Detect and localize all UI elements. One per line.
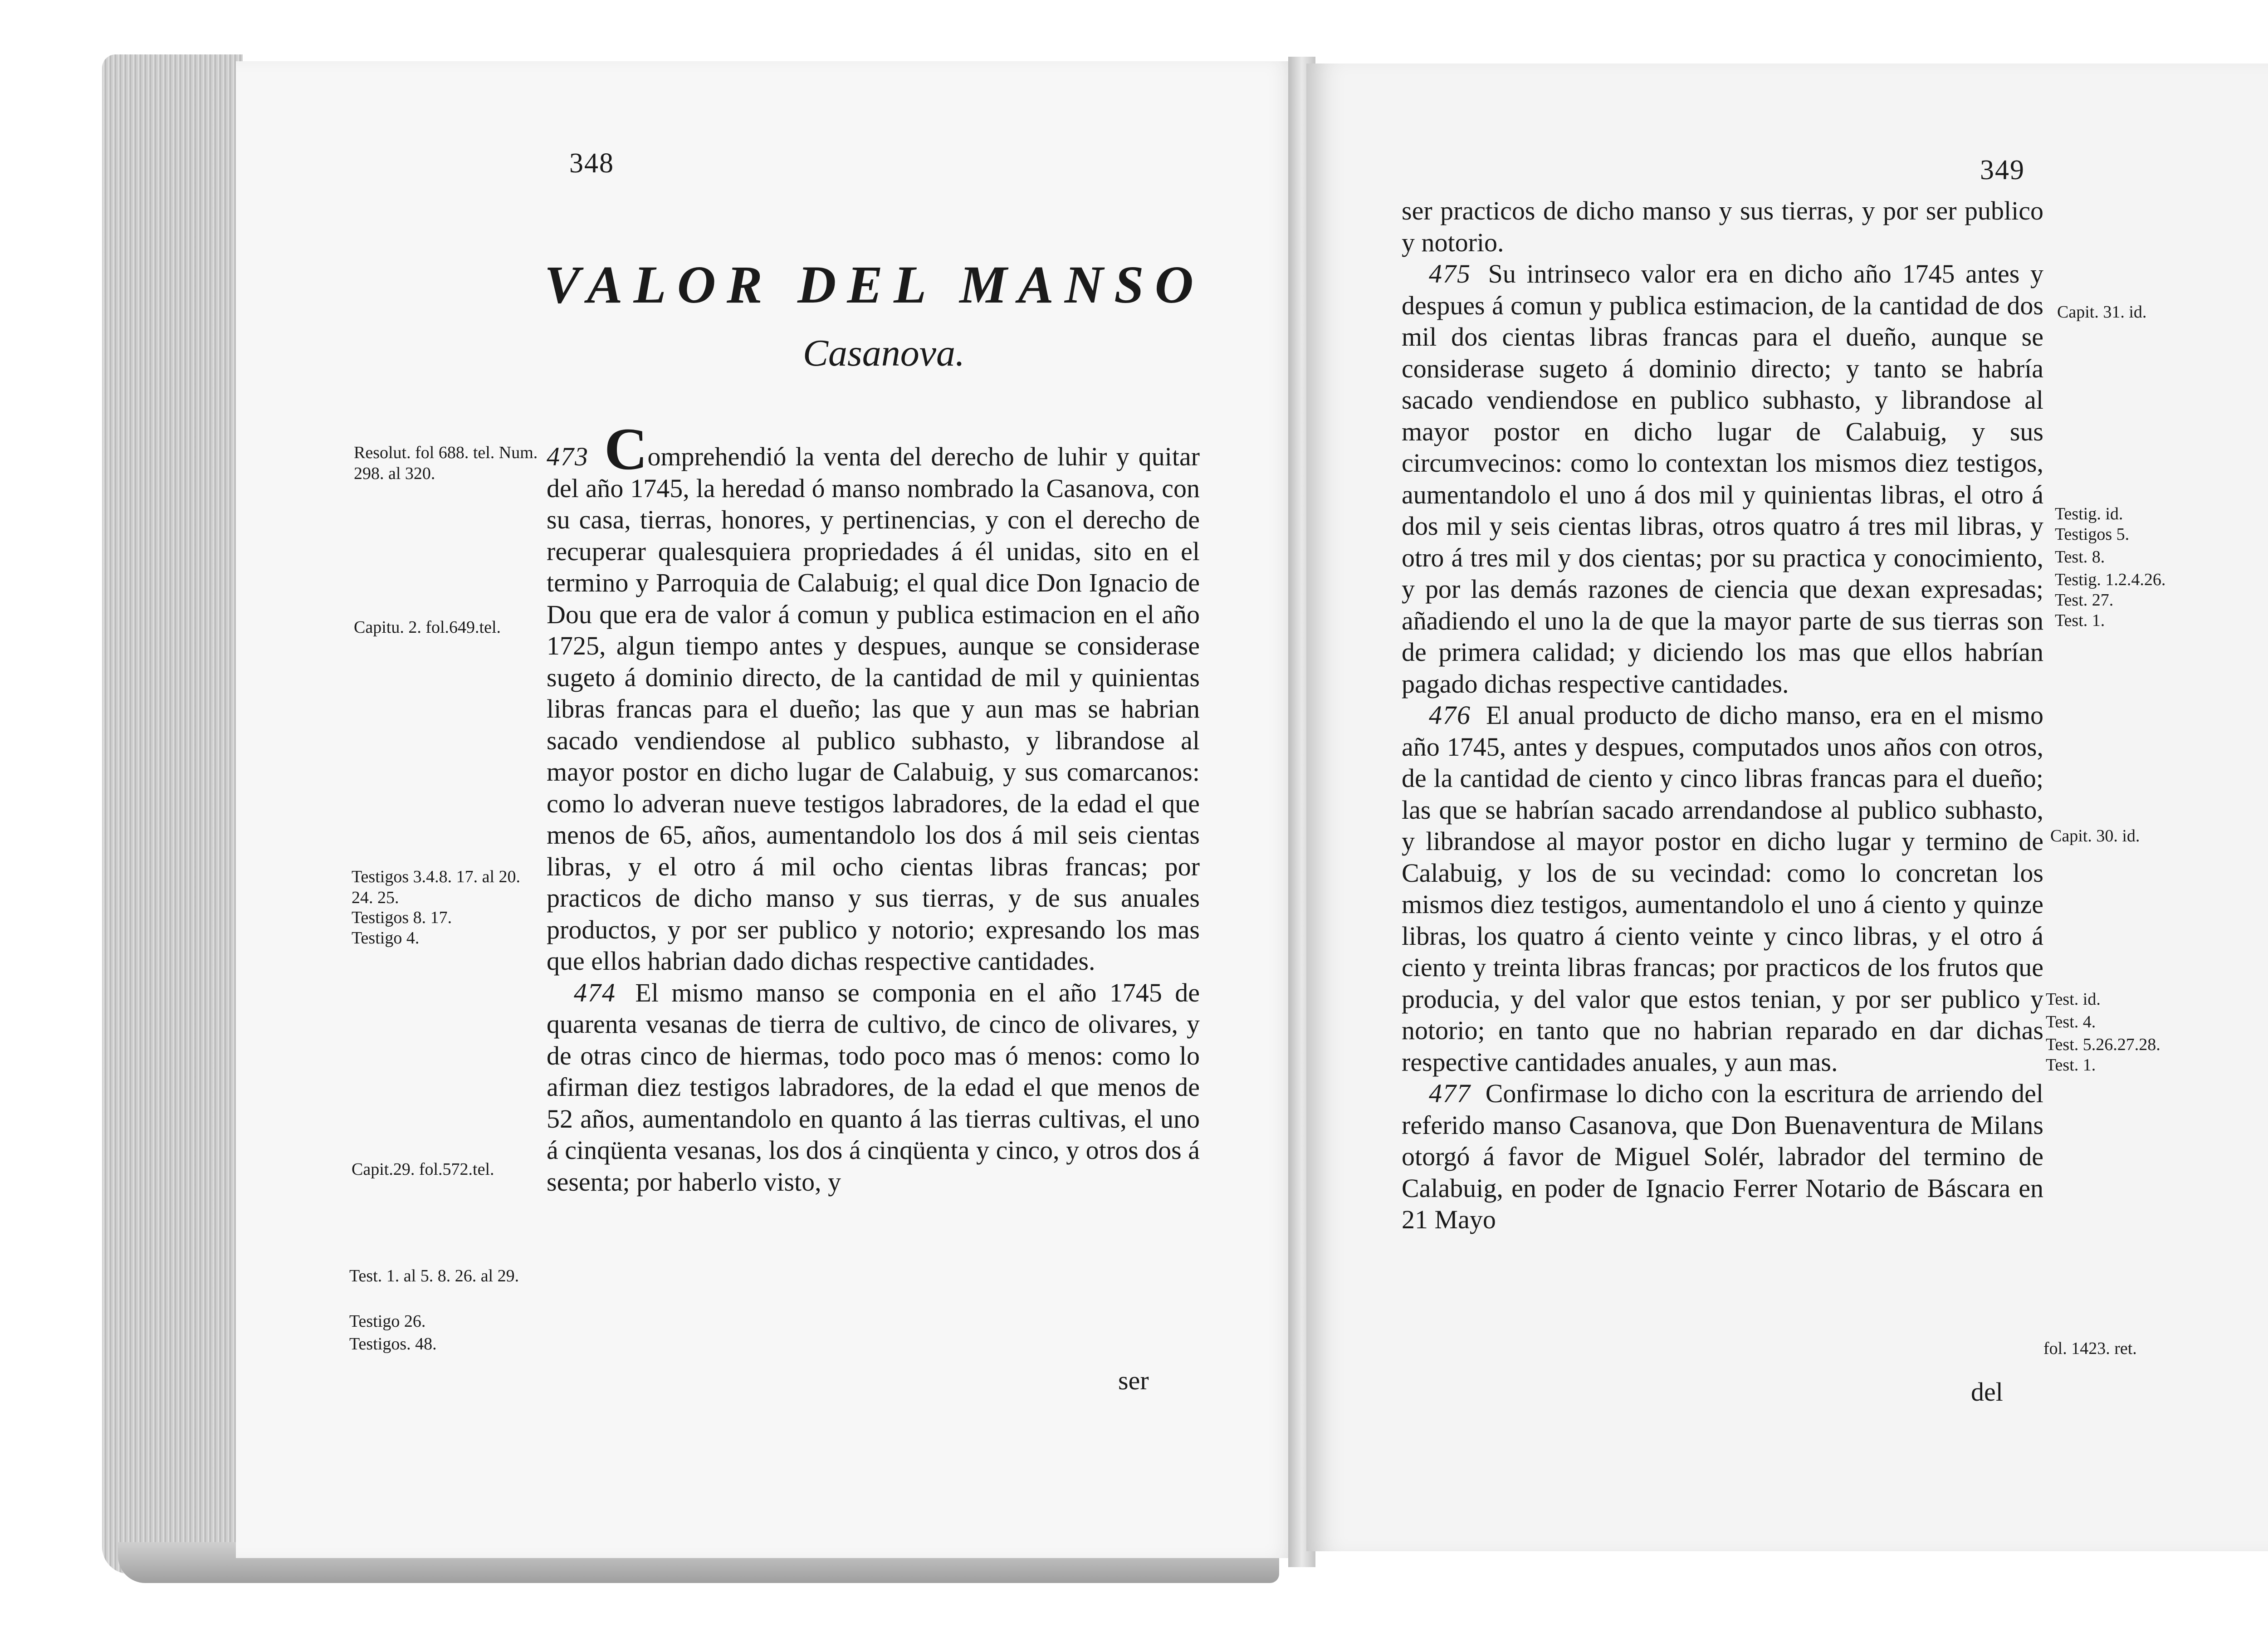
right-page-body	[1402, 195, 2043, 1236]
paragraph-477	[1402, 1078, 2043, 1236]
paragraph-473	[547, 415, 1200, 977]
margin-note: Capit.29. fol.572.tel.	[352, 1160, 494, 1179]
paragraph-text: omprehendió la venta del derecho de luhir y quitar del año 1745, la heredad ó manso nombrado la Casanova, con su casa, tierras, honores, y pertinencias, y con el derecho de recuperar qualesquiera propriedades á él unidas, sito en el termino y Parroquia de Calabuig; el qual dice Don Ignacio de Dou que era de valor á comun y publica estimacion en el año 1725, algun tiempo antes y despues, aunque se considerase sugeto á dominio directo, de la cantidad de mil y quinientas libras francas para el dueño; las que y aun mas se habrian sacado vendiendose al publico subhasto, y librandose al mayor postor en dicho lugar de Calabuig, y sus comarcanos: como lo adveran nueve testigos labradores, de la edad el que menos de 65, años, aumentandolo los dos á mil seis cientas libras, y el otro á mil ocho cientas libras francas; por practicos de dicho manso y sus tierras, y de sus anuales productos, y por ser publico y notorio; expresando los mas que ellos habrian dado dichas respective cantidades.	[547, 442, 1200, 976]
left-catchword: ser	[1118, 1366, 1149, 1395]
right-page-number: 349	[1980, 155, 2025, 186]
chapter-title: VALOR DEL MANSO	[544, 255, 1204, 314]
margin-note: Capit. 31. id.	[2057, 303, 2147, 322]
margin-note: Capitu. 2. fol.649.tel.	[354, 618, 501, 637]
paragraph-continued	[1402, 195, 2043, 258]
paragraph-number: 476	[1429, 700, 1471, 730]
margin-note: fol. 1423. ret.	[2043, 1339, 2137, 1358]
margin-note: Testigos 3.4.8. 17. al 20. 24. 25.	[352, 867, 521, 907]
margin-note: Testigos 8. 17.	[352, 908, 452, 927]
right-catchword: del	[1971, 1377, 2003, 1407]
paragraph-474	[547, 977, 1200, 1198]
chapter-subtitle: Casanova.	[803, 332, 965, 374]
margin-note: Test. 5.26.27.28.	[2046, 1035, 2160, 1054]
margin-note: Testigos. 48.	[349, 1334, 437, 1353]
left-page-body	[547, 415, 1200, 1197]
margin-note: Test. id.	[2046, 990, 2101, 1009]
paragraph-text: Confirmase lo dicho con la escritura de arriendo del referido manso Casanova, que Don Buenaventura de Milans otorgó á favor de Miguel Solér, labrador del termino de Calabuig, en poder de Ignacio Ferrer Notario de Báscara en 21 Mayo	[1402, 1079, 2043, 1234]
margin-note: Resolut. fol 688. tel. Num. 298. al 320.	[354, 443, 538, 483]
margin-note: Test. 27.	[2055, 591, 2114, 610]
book-page-edges-left	[102, 54, 243, 1574]
margin-note: Capit. 30. id.	[2050, 826, 2140, 845]
margin-note: Test. 1.	[2055, 611, 2105, 630]
paragraph-text: Su intrinseco valor era en dicho año 1745 antes y despues á comun y publica estimacion, de la cantidad de dos mil dos cientas libras francas para el dueño, aunque se considerase sugeto á dominio directo; y tanto se habría sacado vendiendose en publico subhasto, y librandose al mayor postor en dicho lugar de Calabuig, y sus circumvecinos: como lo contextan los mismos diez testigos, aumentandolo el uno á dos mil y quinientas libras, el otro á dos mil y seis cientas libras, otros quatro á tres mil libras, y otro á tres mil y dos cientas; por su practica y conocimiento, y por las demás razones de ciencia que dexan expresadas; añadiendo el uno la de que la mayor parte de sus tierras son de primera calidad; y diciendo los mas que ellos habrían pagado dichas respective cantidades.	[1402, 259, 2043, 699]
paragraph-475	[1402, 258, 2043, 699]
paragraph-number: 477	[1429, 1079, 1471, 1108]
drop-cap: C	[604, 415, 648, 482]
margin-note: Test. 8.	[2055, 547, 2105, 567]
paragraph-text: El mismo manso se componia en el año 1745 de quarenta vesanas de tierra de cultivo, de cinco de olivares, y de otras cinco de hiermas, todo poco mas ó menos: como lo afirman diez testigos labradores, de la edad el que menos de 52 años, aumentandolo en quanto á las tierras cultivas, el uno á cinqüenta vesanas, los dos á cinqüenta y cinco, y otros dos á sesenta; por haberlo visto, y	[547, 977, 1200, 1197]
paragraph-text: ser practicos de dicho manso y sus tierras, y por ser publico y notorio.	[1402, 196, 2043, 257]
margin-note: Test. 4.	[2046, 1012, 2096, 1031]
paragraph-number: 475	[1429, 259, 1471, 288]
paragraph-number: 473	[547, 442, 589, 471]
paragraph-476	[1402, 699, 2043, 1078]
paragraph-text: El anual producto de dicho manso, era en el mismo año 1745, antes y despues, computados unos años con otros, de la cantidad de ciento y cinco libras francas para el dueño; las que se habrían sacado arrendandose al publico subhasto, y librandose al mayor postor en dicho lugar y termino de Calabuig, y los de su vecindad: como lo concretan los mismos diez testigos, aumentandolo el uno á ciento y quinze libras, los quatro á ciento veinte y cinco libras, y el otro á ciento y treinta libras francas; por practicos de los frutos que producia, y del valor que estos tenian, y por ser publico y notorio; en tanto que no habrian reparado en dar dichas respective cantidades anuales, y aun mas.	[1402, 700, 2043, 1077]
margin-note: Testigos 5.	[2055, 525, 2130, 544]
margin-note: Testigo 26.	[349, 1312, 426, 1331]
margin-note: Testig. 1.2.4.26.	[2055, 570, 2166, 589]
paragraph-number: 474	[574, 977, 616, 1007]
margin-note: Testig. id.	[2055, 504, 2123, 523]
margin-note: Testigo 4.	[352, 928, 420, 948]
left-page-number: 348	[569, 148, 614, 179]
margin-note: Test. 1.	[2046, 1055, 2096, 1075]
margin-note: Test. 1. al 5. 8. 26. al 29.	[349, 1266, 519, 1285]
